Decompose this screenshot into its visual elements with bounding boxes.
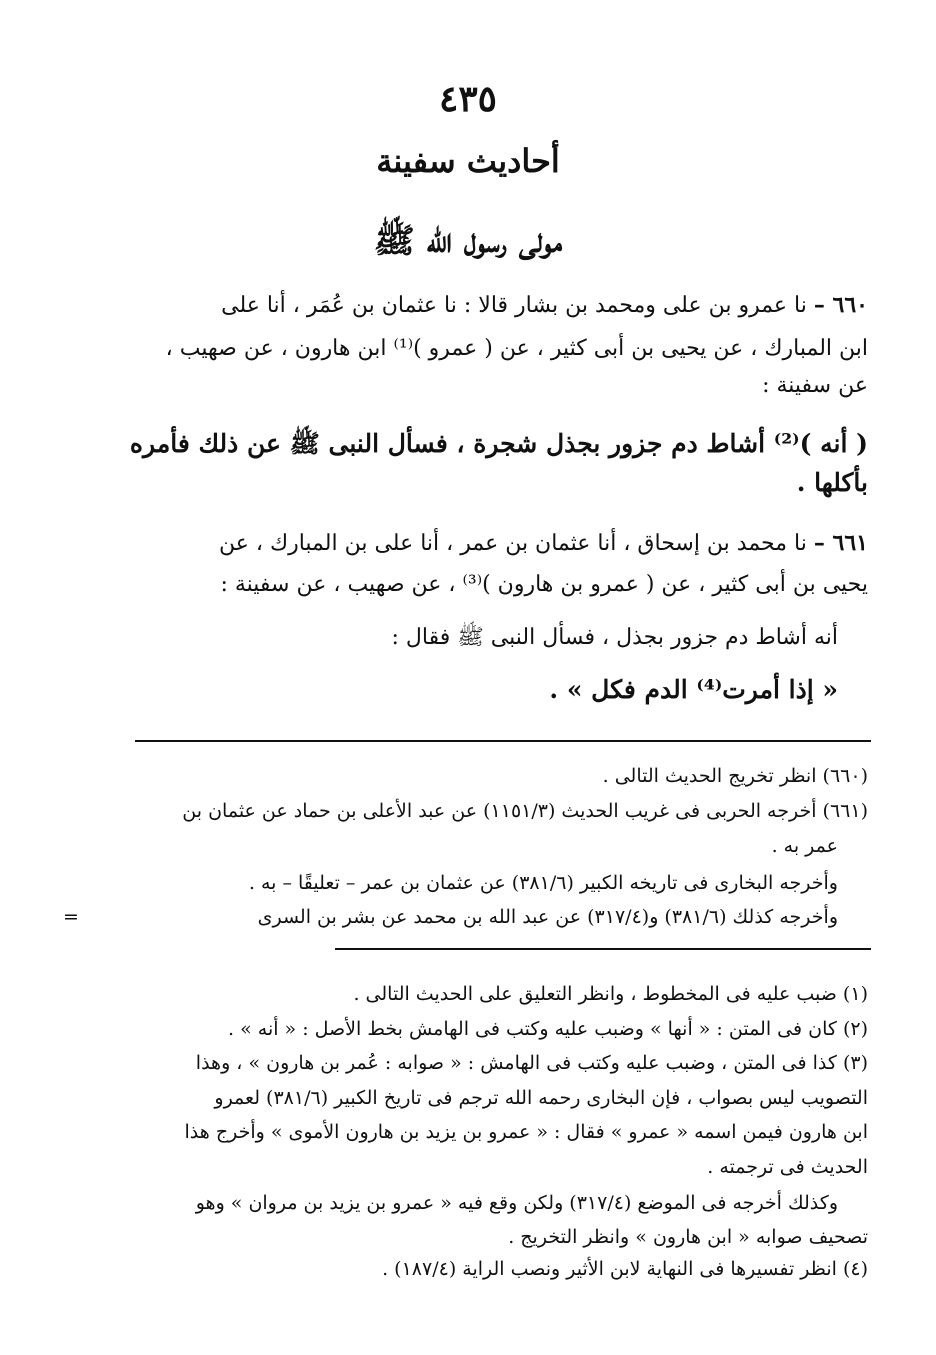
footnote-3-line-4: الحديث فى ترجمته . xyxy=(707,1156,868,1178)
chapter-title: أحاديث سفينة xyxy=(376,142,560,180)
hadith-661-line-1 xyxy=(68,530,868,556)
page-number: ٤٣٥ xyxy=(438,78,497,120)
takhrij-line-1: (٦٦٠) انظر تخريج الحديث التالى . xyxy=(602,765,868,787)
takhrij-line-4: وأخرجه البخارى فى تاريخه الكبير (٣٨١/٦) عن عثمان بن عمر – تعليقًا – به . xyxy=(248,872,838,894)
takhrij-line-3: عمر به . xyxy=(771,835,838,857)
takhrij-line-2: (٦٦١) أخرجه الحربى فى غريب الحديث (١١٥١/٣) عن عبد الأعلى بن حماد عن عثمان بن xyxy=(182,800,868,822)
hadith-661-matn: « إذا أمرت⁽⁴⁾ الدم فكل » . xyxy=(549,675,838,704)
footnote-3-line-5: وكذلك أخرجه فى الموضع (٣١٧/٤) ولكن وقع فيه « عمرو بن يزيد بن مروان » وهو xyxy=(195,1192,838,1214)
footnote-3-line-3: ابن هارون فيمن اسمه « عمرو » فقال : « عمرو بن يزيد بن هارون الأموى » وأخرج هذا xyxy=(184,1121,868,1143)
hadith-661-number: ٦٦١ – xyxy=(813,530,868,556)
takhrij-line-5-text: وأخرجه كذلك (٣٨١/٦) و(٣١٧/٤) عن عبد الله بن محمد عن بشر بن السرى xyxy=(257,906,838,928)
hadith-660-matn-1: ( أنه )⁽²⁾ أشاط دم جزور بجذل شجرة ، فسأل النبى ﷺ عن ذلك فأمره xyxy=(129,429,868,458)
hadith-660-line-1 xyxy=(68,292,868,318)
footnote-4: (٤) انظر تفسيرها فى النهاية لابن الأثير ونصب الراية (١٨٧/٤) . xyxy=(382,1258,868,1280)
footnotes-divider xyxy=(335,948,871,950)
footnote-3-line-2: التصويب ليس بصواب ، فإن البخارى رحمه الله ترجم فى تاريخ الكبير (٣٨١/٦) لعمرو xyxy=(214,1087,868,1109)
hadith-660-line-3: عن سفينة : xyxy=(762,373,868,398)
hadith-660-text-1: نا عمرو بن على ومحمد بن بشار قالا : نا عثمان بن عُمَر ، أنا على xyxy=(221,293,807,318)
takhrij-line-5 xyxy=(63,906,838,928)
continuation-mark: = xyxy=(63,906,79,928)
takhrij-divider xyxy=(135,740,871,742)
hadith-661-text-1: نا محمد بن إسحاق ، أنا عثمان بن عمر ، أنا على بن المبارك ، عن xyxy=(219,531,807,556)
footnote-1: (١) ضبب عليه فى المخطوط ، وانظر التعليق على الحديث التالى . xyxy=(353,983,868,1005)
chapter-subtitle: مولى رسول الله ﷺ xyxy=(373,221,563,261)
hadith-661-line-3: أنه أشاط دم جزور بجذل ، فسأل النبى ﷺ فقال : xyxy=(391,625,838,650)
hadith-661-line-2: يحيى بن أبى كثير ، عن ( عمرو بن هارون )⁽³⁾ ، عن صهيب ، عن سفينة : xyxy=(220,572,868,597)
hadith-660-line-2: ابن المبارك ، عن يحيى بن أبى كثير ، عن ( عمرو )⁽¹⁾ ابن هارون ، عن صهيب ، xyxy=(165,336,868,361)
hadith-660-matn-2: بأكلها . xyxy=(796,468,868,497)
footnote-3-line-1: (٣) كذا فى المتن ، وضبب عليه وكتب فى الهامش : « صوابه : عُمر بن هارون » ، وهذا xyxy=(195,1052,868,1074)
footnote-3-line-6: تصحيف صوابه « ابن هارون » وانظر التخريج . xyxy=(508,1226,868,1248)
footnote-2: (٢) كان فى المتن : « أنها » وضبب عليه وكتب فى الهامش بخط الأصل : « أنه » . xyxy=(228,1018,868,1040)
hadith-660-number: ٦٦٠ – xyxy=(813,292,868,318)
